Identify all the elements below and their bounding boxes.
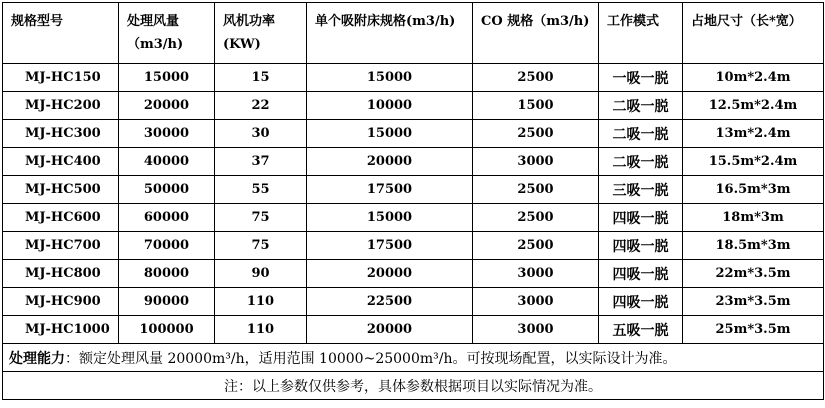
cell-work-mode: 二吸一脱 <box>599 120 683 148</box>
cell-model: MJ-HC200 <box>3 92 119 120</box>
cell-adsorption-bed: 20000 <box>307 316 473 344</box>
capacity-label: 处理能力 <box>9 350 65 367</box>
cell-adsorption-bed: 17500 <box>307 232 473 260</box>
capacity-cell <box>3 344 824 372</box>
cell-adsorption-bed: 20000 <box>307 260 473 288</box>
table-row <box>3 316 824 344</box>
cell-footprint: 18m*3m <box>683 204 824 232</box>
cell-fan-power: 90 <box>215 260 307 288</box>
cell-footprint: 23m*3.5m <box>683 288 824 316</box>
cell-footprint: 12.5m*2.4m <box>683 92 824 120</box>
cell-airflow: 30000 <box>119 120 215 148</box>
cell-adsorption-bed: 15000 <box>307 120 473 148</box>
cell-co-spec: 3000 <box>473 316 599 344</box>
cell-model: MJ-HC900 <box>3 288 119 316</box>
cell-work-mode: 四吸一脱 <box>599 204 683 232</box>
cell-work-mode: 二吸一脱 <box>599 92 683 120</box>
cell-co-spec: 2500 <box>473 232 599 260</box>
cell-footprint: 10m*2.4m <box>683 64 824 92</box>
cell-airflow: 50000 <box>119 176 215 204</box>
cell-co-spec: 3000 <box>473 288 599 316</box>
cell-airflow: 15000 <box>119 64 215 92</box>
cell-footprint: 16.5m*3m <box>683 176 824 204</box>
cell-footprint: 15.5m*2.4m <box>683 148 824 176</box>
cell-footprint: 25m*3.5m <box>683 316 824 344</box>
cell-work-mode: 一吸一脱 <box>599 64 683 92</box>
cell-adsorption-bed: 15000 <box>307 204 473 232</box>
header-adsorption-bed: 单个吸附床规格(m3/h) <box>307 3 473 64</box>
cell-adsorption-bed: 17500 <box>307 176 473 204</box>
cell-model: MJ-HC300 <box>3 120 119 148</box>
cell-footprint: 18.5m*3m <box>683 232 824 260</box>
table-row <box>3 120 824 148</box>
cell-co-spec: 3000 <box>473 260 599 288</box>
cell-co-spec: 2500 <box>473 204 599 232</box>
header-model: 规格型号 <box>3 3 119 64</box>
note-text: 注：以上参数仅供参考，具体参数根据项目以实际情况为准。 <box>3 372 824 400</box>
header-row <box>3 3 824 64</box>
note-row <box>3 372 824 400</box>
cell-airflow: 100000 <box>119 316 215 344</box>
cell-footprint: 22m*3.5m <box>683 260 824 288</box>
cell-fan-power: 30 <box>215 120 307 148</box>
cell-airflow: 40000 <box>119 148 215 176</box>
cell-fan-power: 15 <box>215 64 307 92</box>
table-row <box>3 148 824 176</box>
cell-co-spec: 2500 <box>473 176 599 204</box>
table-row <box>3 232 824 260</box>
cell-work-mode: 四吸一脱 <box>599 232 683 260</box>
cell-airflow: 80000 <box>119 260 215 288</box>
cell-work-mode: 四吸一脱 <box>599 260 683 288</box>
capacity-text: ：额定处理风量 20000m³/h，适用范围 10000~25000m³/h。可按现场配置，以实际设计为准。 <box>65 350 677 367</box>
cell-work-mode: 五吸一脱 <box>599 316 683 344</box>
table-row <box>3 204 824 232</box>
table-body <box>3 64 824 344</box>
cell-model: MJ-HC150 <box>3 64 119 92</box>
cell-adsorption-bed: 10000 <box>307 92 473 120</box>
cell-airflow: 20000 <box>119 92 215 120</box>
cell-model: MJ-HC600 <box>3 204 119 232</box>
cell-airflow: 60000 <box>119 204 215 232</box>
cell-fan-power: 75 <box>215 204 307 232</box>
table-row <box>3 260 824 288</box>
cell-model: MJ-HC800 <box>3 260 119 288</box>
cell-fan-power: 55 <box>215 176 307 204</box>
cell-adsorption-bed: 20000 <box>307 148 473 176</box>
header-airflow: 处理风量 （m3/h) <box>119 3 215 64</box>
cell-adsorption-bed: 22500 <box>307 288 473 316</box>
cell-co-spec: 1500 <box>473 92 599 120</box>
cell-co-spec: 3000 <box>473 148 599 176</box>
cell-work-mode: 三吸一脱 <box>599 176 683 204</box>
cell-work-mode: 四吸一脱 <box>599 288 683 316</box>
cell-work-mode: 二吸一脱 <box>599 148 683 176</box>
table-row <box>3 92 824 120</box>
table-row <box>3 176 824 204</box>
table-row <box>3 64 824 92</box>
cell-model: MJ-HC700 <box>3 232 119 260</box>
cell-co-spec: 2500 <box>473 120 599 148</box>
cell-model: MJ-HC500 <box>3 176 119 204</box>
cell-adsorption-bed: 15000 <box>307 64 473 92</box>
cell-fan-power: 110 <box>215 316 307 344</box>
cell-co-spec: 2500 <box>473 64 599 92</box>
cell-footprint: 13m*2.4m <box>683 120 824 148</box>
header-work-mode: 工作模式 <box>599 3 683 64</box>
cell-airflow: 90000 <box>119 288 215 316</box>
cell-fan-power: 37 <box>215 148 307 176</box>
table-row <box>3 288 824 316</box>
cell-fan-power: 75 <box>215 232 307 260</box>
header-footprint: 占地尺寸（长*宽） <box>683 3 824 64</box>
cell-fan-power: 110 <box>215 288 307 316</box>
cell-model: MJ-HC400 <box>3 148 119 176</box>
cell-airflow: 70000 <box>119 232 215 260</box>
header-fan-power: 风机功率 (KW) <box>215 3 307 64</box>
cell-fan-power: 22 <box>215 92 307 120</box>
spec-table <box>2 2 824 400</box>
capacity-row <box>3 344 824 372</box>
header-co-spec: CO 规格（m3/h) <box>473 3 599 64</box>
cell-model: MJ-HC1000 <box>3 316 119 344</box>
